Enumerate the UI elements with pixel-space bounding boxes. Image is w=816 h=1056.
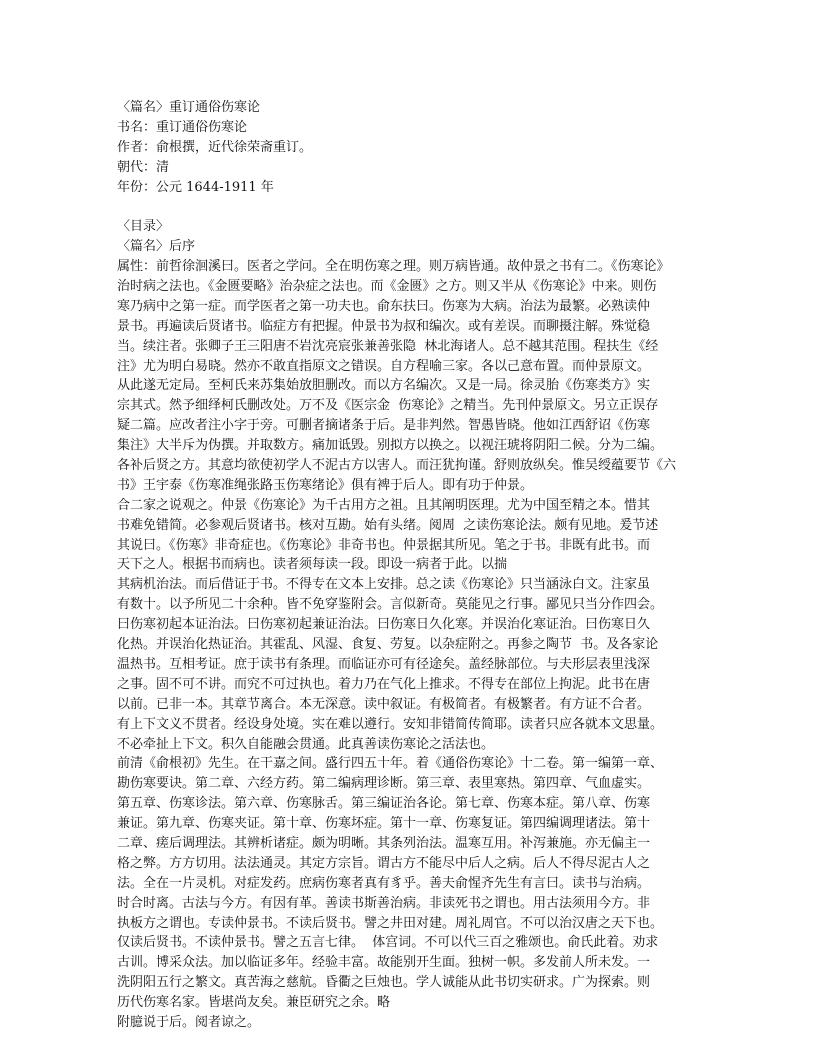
body-line: 其说曰。《伤寒》非奇症也。《伤寒论》非奇书也。仲景据其所见。笔之于书。非既有此书。而 [117,537,651,553]
dynasty-line: 朝代：清 [117,159,170,175]
body-line: 化热。并误治化热证治。其霍乱、风湿、食复、劳复。以杂症附之。再参之陶节 书。及各家论 [117,637,659,653]
toc-heading: 〈目录〉 [117,219,170,235]
body-line: 兼证。第九章、伤寒夹证。第十章、伤寒坏症。第十一章、伤寒复证。第四编调理诸法。第十 [117,816,651,832]
body-line: 古训。博采众法。加以临证多年。经验丰富。故能别开生面。独树一帜。多发前人所未发。一 [117,955,651,971]
body-line: 疑二篇。应改者注小字于旁。可删者摘诸条于后。是非判然。智愚皆晓。他如江西舒诏《伤寒 [117,418,651,434]
body-line: 天下之人。根据书而病也。读者须每读一段。即设一病者于此。以揣 [117,557,508,573]
body-line: 有数十。以予所见二十余种。皆不免穿鉴附会。言似新奇。莫能见之行事。鄙见只当分作四会。 [117,597,664,613]
body-line: 之事。固不可不讲。而究不可过执也。着力乃在气化上推求。不得专在部位上拘泥。此书在唐 [117,676,651,692]
body-line: 前清《俞根初》先生。在干嘉之间。盛行四五十年。着《通俗伤寒论》十二卷。第一编第一章、 [117,756,664,772]
body-line: 不必牵扯上下文。积久自能融会贯通。此真善读伤寒论之活法也。 [117,736,495,752]
body-line: 二章、瘥后调理法。其辨析诸症。颇为明晰。其条列治法。温寒互用。补泻兼施。亦无偏主一 [117,835,651,851]
section-title: 〈篇名〉后序 [117,239,196,255]
body-line: 属性：前哲徐洄溪曰。医者之学问。全在明伤寒之理。则万病皆通。故仲景之书有二。《伤寒论》 [117,259,670,275]
body-line: 注》尤为明白易晓。然亦不敢直指原文之错误。自方程喻三家。各以己意布置。而仲景原文。 [117,358,651,374]
title-line: 〈篇名〉重订通俗伤寒论 [117,100,261,115]
body-line: 第五章、伤寒诊法。第六章、伤寒脉舌。第三编证治各论。第七章、伤寒本症。第八章、伤寒 [117,796,651,812]
body-line: 从此遂无定局。至柯氏来苏集始放胆删改。而以方名编次。又是一局。徐灵胎《伤寒类方》实 [117,378,651,394]
book-name-line: 书名：重订通俗伤寒论 [117,119,248,135]
body-line: 法。全在一片灵机。对症发药。庶病伤寒者真有豸乎。善夫俞惺齐先生有言曰。读书与治病。 [117,875,651,891]
body-line: 历代伤寒名家。皆堪尚友矣。兼臣研究之余。略 [117,995,391,1011]
body-line: 书》王宇泰《伤寒准绳张路玉伤寒绪论》俱有裨于后人。即有功于仲景。 [117,477,534,493]
body-line: 宗其式。然予细绎柯氏删改处。万不及《医宗金 伤寒论》之精当。先刊仲景原文。另立正误存 [117,398,659,414]
body-line: 集注》大半斥为伪撰。并取数方。痛加诋毁。别拟方以换之。以视汪琥将阴阳二候。分为二编。 [117,438,664,454]
blank-line [117,197,700,217]
body-line: 仅读后贤书。不读仲景书。譬之五言七律。 体宫词。不可以代三百之雅颂也。俞氏此着。劝求 [117,935,659,951]
body-line: 勘伤寒要诀。第二章、六经方药。第二编病理诊断。第三章、表里寒热。第四章、气血虚实。 [117,776,651,792]
body-line: 书难免错简。必参观后贤诸书。核对互勘。始有头绪。阅周 之读伤寒论法。颇有见地。爰节述 [117,517,659,533]
body-line: 合二家之说观之。仲景《伤寒论》为千古用方之祖。且其阐明医理。尤为中国至精之本。惜其 [117,497,651,513]
body-line: 有上下文义不贯者。经设身处境。实在难以遵行。安知非错简传简耶。读者只应各就本文思量。 [117,716,664,732]
body-line: 各补后贤之方。其意均欲使初学人不泥古方以害人。而汪犹拘谨。舒则放纵矣。惟吴绶蕴要节《六 [117,458,677,474]
year-line: 年份：公元 1644-1911 年 [117,179,274,195]
body-line: 时合时离。古法与今方。有因有革。善读书斯善治病。非读死书之谓也。用古法须用今方。非 [117,895,651,911]
body-line: 格之弊。方方切用。法法通灵。其定方宗旨。谓古方不能尽中后人之病。后人不得尽泥古人之 [117,855,651,871]
document-page [117,98,700,1033]
body-line: 温热书。互相考证。庶于读书有条理。而临证亦可有径途矣。盖经脉部位。与夫形层表里浅深 [117,656,651,672]
body-line: 治时病之法也。《金匮要略》治杂症之法也。而《金匮》之方。则又半从《伤寒论》中来。则伤 [117,279,657,295]
body-line: 附臆说于后。阅者谅之。 [117,1014,261,1030]
body-text [117,257,700,1033]
body-line: 当。续注者。张卿子王三阳唐不岩沈亮宸张兼善张隐 林北海诸人。总不越其范围。程扶生《经 [117,338,659,354]
body-line: 以前。已非一本。其章节离合。本无深意。读中叙证。有极简者。有极繁者。有方证不合者。 [117,696,651,712]
body-line: 景书。再遍读后贤诸书。临症方有把握。仲景书为叔和编次。或有差误。而聊摄注解。殊觉稳 [117,318,651,334]
body-line: 其病机治法。而后借证于书。不得专在文本上安排。总之读《伤寒论》只当涵泳白文。注家虽 [117,577,651,593]
body-line: 寒乃病中之第一症。而学医者之第一功夫也。俞东扶曰。伤寒为大病。治法为最繁。必熟读仲 [117,298,651,314]
author-line: 作者：俞根撰，近代徐荣斋重订。 [117,139,313,155]
body-line: 洗阴阳五行之繁文。真苦海之慈航。昏衢之巨烛也。学人诚能从此书切实研求。广为探索。则 [117,975,651,991]
body-line: 执板方之谓也。专读仲景书。不读后贤书。譬之井田对建。周礼周官。不可以治汉唐之天下也。 [117,915,664,931]
body-line: 曰伤寒初起本证治法。曰伤寒初起兼证治法。曰伤寒日久化寒。并误治化寒证治。曰伤寒日久 [117,617,651,633]
